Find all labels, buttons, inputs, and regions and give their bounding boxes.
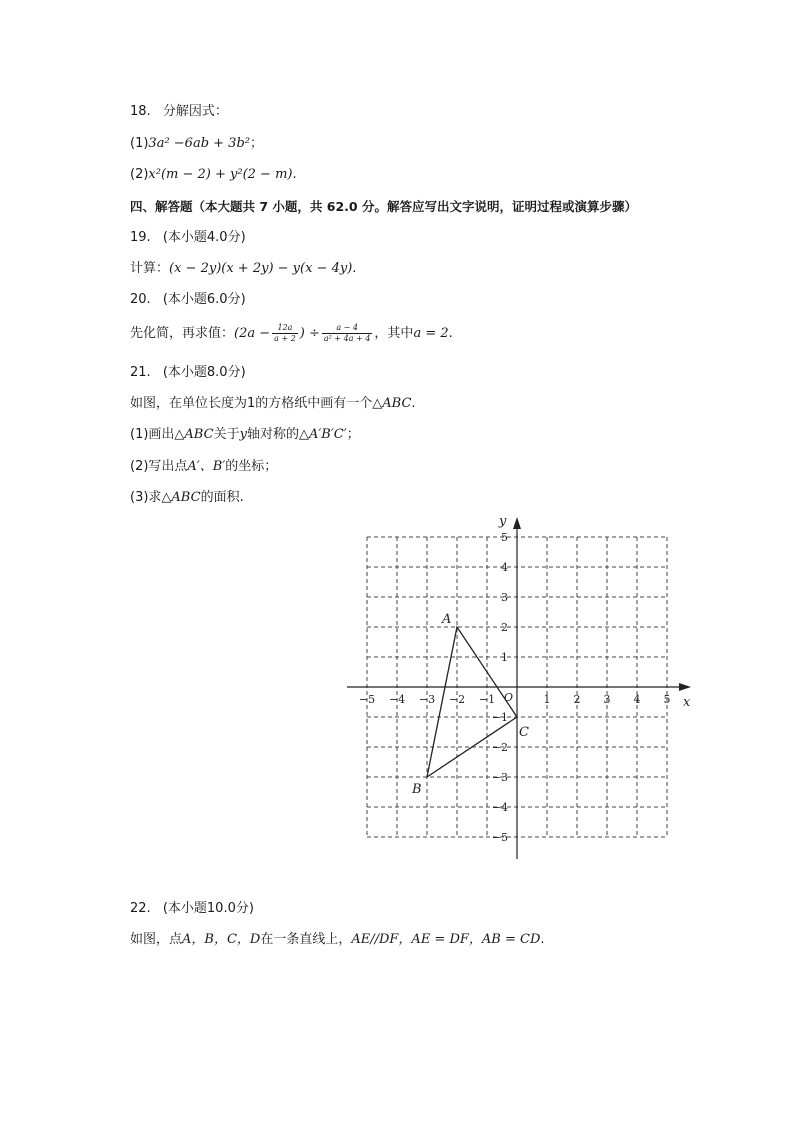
x-tick-label: 4 [633,693,641,706]
q18-p1-expr: 3a² −6ab + 3b² [148,136,250,151]
q19-prefix: 计算： [130,261,170,276]
q18-p2-end: . [292,167,297,182]
q20-cond-text: ，其中 [374,326,414,341]
vertex-label-a: A [442,612,452,627]
q18-p1-label: (1) [130,136,149,151]
x-tick-label: 2 [573,693,581,706]
q20-frac1-num: 12a [272,323,298,334]
q18-p2-label: (2) [130,167,149,182]
y-axis-arrow [513,517,521,529]
y-tick-label: 4 [501,561,508,574]
q18-title: 分解因式： [162,104,228,119]
q19-expr: (x − 2y)(x + 2y) − y(x − 4y) [169,261,353,276]
q22-conditions: AE//DF，AE = DF，AB = CD [351,932,541,947]
y-tick-label: −2 [491,741,508,754]
x-tick-label: −1 [478,693,496,706]
q21-s1-b: 关于 [213,427,240,442]
q21-s1-tri: △ABC [174,427,214,442]
y-tick-label: −3 [491,771,508,784]
y-tick-label: 2 [501,621,508,634]
origin-label: O [504,691,514,704]
q21-s3-b: 的面积. [200,490,244,505]
y-tick-label: −4 [491,801,508,814]
q21-intro-text: 如图，在单位长度为1的方格纸中画有一个 [130,396,373,411]
q22-text-b: 在一条直线上， [260,932,352,947]
x-axis-label: x [683,695,691,710]
y-axis-label: y [499,514,507,529]
q21-intro-end: . [411,396,416,411]
q22-header [130,900,254,918]
q20-number: 20. [130,292,151,307]
q21-s2-a: (2)写出点 [130,459,188,474]
q22-score: (本小题10.0分) [162,901,254,916]
q22-body [130,931,545,949]
y-tick-label: 5 [501,531,508,544]
q21-s3-tri: △ABC [161,490,201,505]
q21-s1-a: (1)画出 [130,427,175,442]
x-axis-arrow [679,683,691,691]
q22-points: A，B，C，D [182,932,261,947]
q19-number: 19. [130,230,151,245]
q20-frac1-den: a + 2 [274,334,296,343]
q21-s1-c: 轴对称的 [246,427,299,442]
q20-score: (本小题6.0分) [162,292,246,307]
q20-frac2-num: a − 4 [322,323,373,334]
q20-cond-expr: a = 2 [413,326,449,341]
q21-score: (本小题8.0分) [162,365,246,380]
section-heading: 四、解答题（本大题共 7 小题，共 62.0 分。解答应写出文字说明，证明过程或演算步骤） [130,199,637,214]
q21-s1-axis: y [239,427,247,442]
x-tick-label: 1 [543,693,551,706]
q21-s2-pts: A′、B′ [187,459,226,474]
q21-s1-tri2: △A′B′C′ [298,427,347,442]
q20-frac2-den: a² + 4a + 4 [323,334,371,343]
vertex-label-b: B [412,782,422,797]
y-tick-label: −5 [491,831,508,844]
q19-end: . [352,261,357,276]
q21-s3-a: (3)求 [130,490,162,505]
x-tick-label: −3 [418,693,436,706]
q22-end: . [540,932,545,947]
q20-expr-open: (2a − [234,326,271,341]
q18-number: 18. [130,104,151,119]
y-tick-label: 1 [501,651,508,664]
x-tick-label: −5 [358,693,376,706]
y-tick-label: 3 [501,591,508,604]
q20-expr-mid: ) ÷ [299,326,320,341]
q19-score: (本小题4.0分) [162,230,246,245]
q20-prefix: 先化简，再求值： [130,326,235,341]
x-tick-label: 3 [603,693,611,706]
vertex-label-c: C [519,725,529,740]
q21-s2-b: 的坐标； [225,459,278,474]
q18-p2-expr: x²(m − 2) + y²(2 − m) [148,167,293,182]
q18-p1-end: ； [249,136,263,151]
x-tick-label: −4 [388,693,406,706]
y-tick-label: −1 [491,711,508,724]
x-tick-label: 5 [663,693,671,706]
q22-text-a: 如图，点 [130,932,183,947]
q21-number: 21. [130,365,151,380]
q20-end: . [448,326,453,341]
q22-number: 22. [130,901,151,916]
q21-s1-end: ； [346,427,360,442]
q21-intro-triangle: △ABC [372,396,412,411]
x-tick-label: −2 [448,693,466,706]
